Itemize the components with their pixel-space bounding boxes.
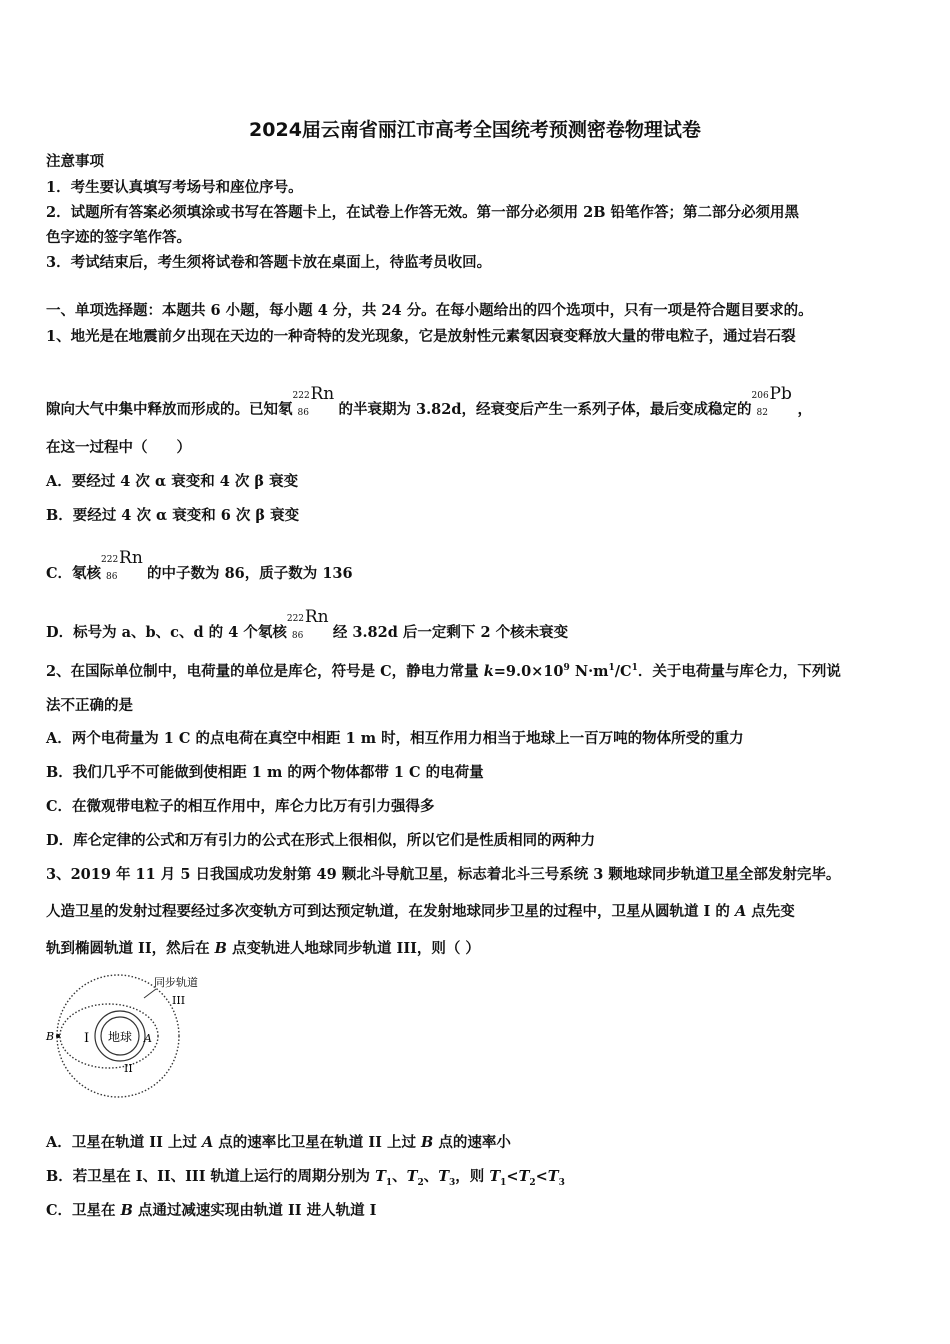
label-i: I xyxy=(84,1031,90,1046)
label-point-a: A xyxy=(144,1032,152,1045)
label-iii: III xyxy=(172,994,186,1007)
notice-item: 3．考试结束后，考生须将试卷和答题卡放在桌面上，待监考员收回。 xyxy=(46,254,492,271)
q3-option-b: B．若卫星在 I、II、III 轨道上运行的周期分别为 $T_1$、$T_2$、$T_3$，则 $T_1<T_2<T_3$ xyxy=(46,1168,565,1188)
radon-nuclide: 222 86 Rn xyxy=(101,548,143,582)
q2-stem-line1: 2、在国际单位制中，电荷量的单位是库仑，符号是 C，静电力常量 $k=9.0\times 10^9$ $N\cdot m^1/C^1$．关于电荷量与库仑力，下列说 xyxy=(46,662,841,680)
lead-nuclide: 206 82 Pb xyxy=(751,384,792,418)
notice-item: 色字迹的签字笔作答。 xyxy=(46,229,191,246)
radon-nuclide: 222 86 Rn xyxy=(292,384,335,418)
q2-option-d: D．库仑定律的公式和万有引力的公式在形式上很相似，所以它们是性质相同的两种力 xyxy=(46,832,596,849)
label-ii: II xyxy=(124,1062,133,1075)
q2-option-b: B．我们几乎不可能做到使相距 1 m 的两个物体都带 1 C 的电荷量 xyxy=(46,764,484,781)
q2-option-a: A．两个电荷量为 1 C 的点电荷在真空中相距 1 m 时，相互作用力相当于地球上一百万吨的物体所受的重力 xyxy=(46,730,744,747)
section-heading: 一、单项选择题：本题共 6 小题，每小题 4 分，共 24 分。在每小题给出的四个选项中，只有一项是符合题目要求的。 xyxy=(46,302,813,319)
q2-option-c: C．在微观带电粒子的相互作用中，库仑力比万有引力强得多 xyxy=(46,798,435,815)
earth-label: 地球 xyxy=(107,1030,133,1044)
q1-option-d: D．标号为 a、b、c、d 的 4 个氡核 222 86 Rn 经 3.82d 后一定剩下 2 个核未衰变 xyxy=(46,607,569,641)
orbit-diagram xyxy=(40,972,230,1102)
point-b-dot xyxy=(56,1034,60,1038)
notice-heading: 注意事项 xyxy=(46,153,104,170)
q3-option-a: A．卫星在轨道 II 上过 A 点的速率比卫星在轨道 II 上过 B 点的速率小 xyxy=(46,1134,511,1151)
label-sync-orbit: 同步轨道 xyxy=(154,976,198,989)
sync-orbit-pointer xyxy=(144,989,156,998)
q1-stem-line3: 在这一过程中（ ） xyxy=(46,439,191,456)
q3-stem-line2: 人造卫星的发射过程要经过多次变轨方可到达预定轨道，在发射地球同步卫星的过程中，卫星从圆轨道 I 的 A 点先变 xyxy=(46,903,795,920)
notice-item: 2．试题所有答案必须填涂或书写在答题卡上，在试卷上作答无效。第一部分必须用 2B 铅笔作答；第二部分必须用黑 xyxy=(46,204,800,221)
q3-stem-line3: 轨到椭圆轨道 II，然后在 B 点变轨进人地球同步轨道 III，则（ ） xyxy=(46,940,480,957)
q1-stem-line1: 1、地光是在地震前夕出现在天边的一种奇特的发光现象，它是放射性元素氡因衰变释放大量的带电粒子，通过岩石裂 xyxy=(46,328,796,345)
q1-option-c: C．氡核 222 86 Rn 的中子数为 86，质子数为 136 xyxy=(46,548,353,582)
q3-stem-line1: 3、2019 年 11 月 5 日我国成功发射第 49 颗北斗导航卫星，标志着北斗三号系统 3 颗地球同步轨道卫星全部发射完毕。 xyxy=(46,866,841,883)
radon-nuclide: 222 86 Rn xyxy=(286,607,329,641)
q1-stem-line2: 隙向大气中集中释放而形成的。已知氡 222 86 Rn 的半衰期为 3.82d，经衰变后产生一系列子体，最后变成稳定的 206 82 Pb ， xyxy=(46,384,812,418)
q3-option-c: C．卫星在 B 点通过减速实现由轨道 II 进人轨道 I xyxy=(46,1202,377,1219)
q2-stem-line2: 法不正确的是 xyxy=(46,697,133,714)
page-title: 2024届云南省丽江市高考全国统考预测密卷物理试卷 xyxy=(249,119,701,141)
q1-option-b: B．要经过 4 次 α 衰变和 6 次 β 衰变 xyxy=(46,507,300,524)
notice-item: 1．考生要认真填写考场号和座位序号。 xyxy=(46,179,303,196)
q1-option-a: A．要经过 4 次 α 衰变和 4 次 β 衰变 xyxy=(46,473,299,490)
label-point-b: B xyxy=(46,1030,55,1043)
